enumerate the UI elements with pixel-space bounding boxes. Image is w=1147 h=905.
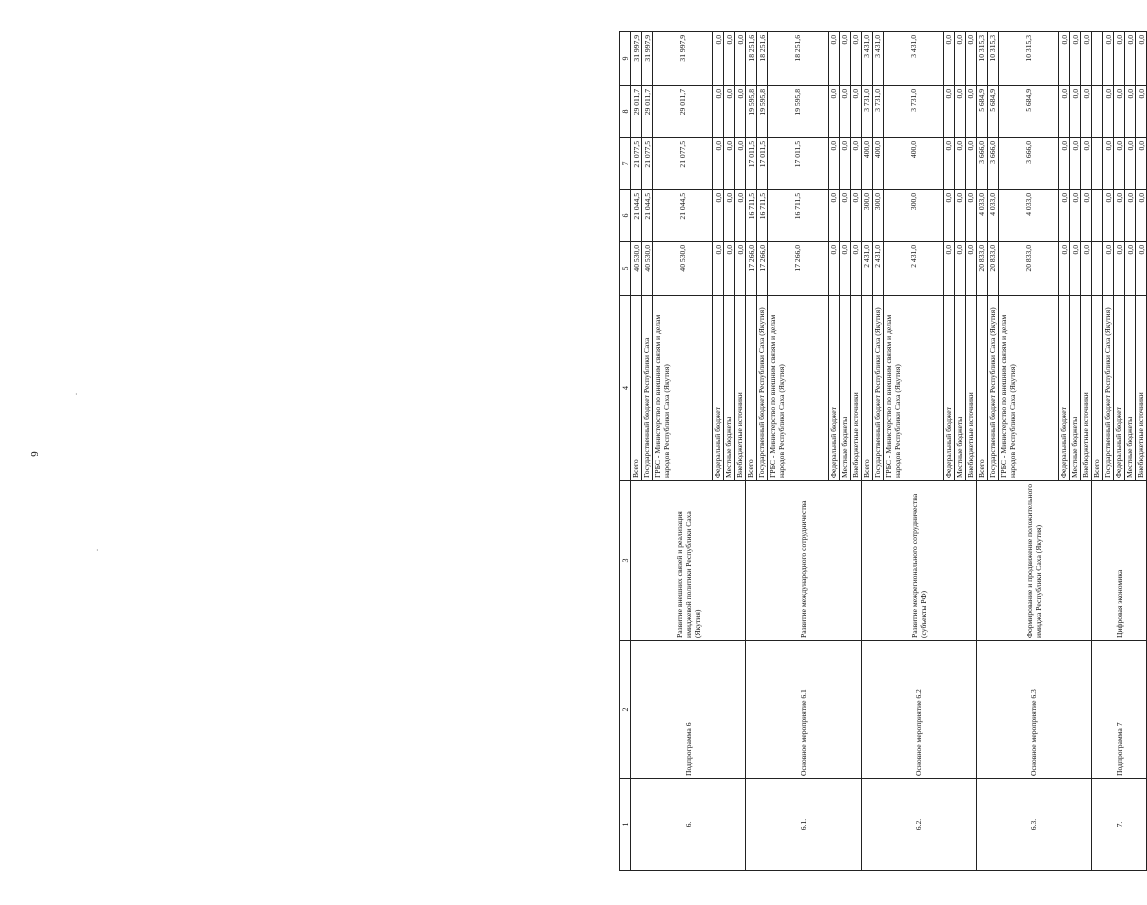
amount-cell: 3 431,0: [861, 32, 872, 86]
amount-cell: 21 077,5: [642, 138, 653, 190]
amount-cell: 0,0: [713, 190, 724, 242]
amount-cell: 4 033,0: [987, 190, 998, 242]
amount-cell: 4 033,0: [998, 190, 1058, 242]
table-row: [746, 32, 757, 871]
amount-cell: 19 595,8: [768, 86, 828, 138]
amount-cell: 0,0: [943, 86, 954, 138]
amount-cell: 0,0: [1103, 86, 1114, 138]
amount-cell: 21 044,5: [653, 190, 713, 242]
table-row: [1092, 32, 1103, 871]
item-number-cell: 6.1.: [746, 779, 861, 871]
amount-cell: 0,0: [1059, 242, 1070, 296]
funding-source-cell: Местные бюджеты: [724, 296, 735, 481]
amount-cell: 0,0: [1136, 190, 1147, 242]
amount-cell: 21 044,5: [642, 190, 653, 242]
amount-cell: 0,0: [1103, 138, 1114, 190]
page-number: 6: [27, 451, 40, 457]
amount-cell: 0,0: [839, 242, 850, 296]
amount-cell: [1092, 32, 1103, 86]
funding-source-cell: Федеральный бюджет: [828, 296, 839, 481]
amount-cell: 0,0: [839, 32, 850, 86]
amount-cell: 0,0: [724, 242, 735, 296]
item-description-cell: Развитие межрегионального сотрудничества (субъекты РФ): [861, 481, 976, 641]
amount-cell: 3 731,0: [883, 86, 943, 138]
header-cell: 3: [620, 481, 631, 641]
amount-cell: 0,0: [1103, 32, 1114, 86]
amount-cell: 0,0: [1059, 190, 1070, 242]
amount-cell: 0,0: [713, 242, 724, 296]
amount-cell: 0,0: [735, 242, 746, 296]
header-cell: 2: [620, 641, 631, 779]
amount-cell: 17 011,5: [746, 138, 757, 190]
amount-cell: 0,0: [828, 138, 839, 190]
item-description-cell: Формирование и продвижение положительного имиджа Республики Саха (Якутия): [976, 481, 1091, 641]
amount-cell: 0,0: [1114, 138, 1125, 190]
header-cell: 1: [620, 779, 631, 871]
amount-cell: 19 595,8: [746, 86, 757, 138]
funding-source-cell: Внебюджетные источники: [850, 296, 861, 481]
amount-cell: 300,0: [872, 190, 883, 242]
funding-source-cell: Местные бюджеты: [839, 296, 850, 481]
amount-cell: 0,0: [713, 86, 724, 138]
funding-source-cell: ГРБС - Министерство по внешним связям и делам народов Республики Саха (Якутия): [883, 296, 943, 481]
header-cell: 4: [620, 296, 631, 481]
funding-source-cell: Государственный бюджет Республики Саха (Якутия): [872, 296, 883, 481]
amount-cell: 300,0: [883, 190, 943, 242]
amount-cell: 29 011,7: [642, 86, 653, 138]
amount-cell: 0,0: [1125, 32, 1136, 86]
amount-cell: 2 431,0: [872, 242, 883, 296]
amount-cell: 0,0: [850, 86, 861, 138]
amount-cell: 0,0: [1081, 32, 1092, 86]
amount-cell: 0,0: [850, 190, 861, 242]
funding-source-cell: ГРБС - Министерство по внешним связям и делам народов Республики Саха (Якутия): [653, 296, 713, 481]
header-cell: 5: [620, 242, 631, 296]
amount-cell: 0,0: [735, 138, 746, 190]
amount-cell: 10 315,3: [998, 32, 1058, 86]
amount-cell: 19 595,8: [757, 86, 768, 138]
amount-cell: 10 315,3: [987, 32, 998, 86]
amount-cell: 4 033,0: [976, 190, 987, 242]
amount-cell: 5 684,9: [976, 86, 987, 138]
funding-source-cell: ГРБС - Министерство по внешним связям и делам народов Республики Саха (Якутия): [768, 296, 828, 481]
amount-cell: 0,0: [965, 242, 976, 296]
amount-cell: 0,0: [954, 242, 965, 296]
amount-cell: 0,0: [1070, 138, 1081, 190]
amount-cell: 29 011,7: [653, 86, 713, 138]
funding-source-cell: Всего: [631, 296, 642, 481]
amount-cell: 0,0: [1081, 138, 1092, 190]
amount-cell: 0,0: [1059, 86, 1070, 138]
item-name-cell: Подпрограмма 7: [1092, 641, 1147, 779]
amount-cell: 0,0: [839, 86, 850, 138]
amount-cell: 0,0: [965, 138, 976, 190]
amount-cell: 0,0: [954, 190, 965, 242]
funding-source-cell: Всего: [861, 296, 872, 481]
amount-cell: 0,0: [1114, 32, 1125, 86]
amount-cell: 0,0: [724, 190, 735, 242]
amount-cell: 0,0: [954, 86, 965, 138]
amount-cell: 0,0: [1103, 242, 1114, 296]
amount-cell: [1092, 138, 1103, 190]
amount-cell: [1092, 242, 1103, 296]
amount-cell: 0,0: [954, 138, 965, 190]
amount-cell: 0,0: [1125, 86, 1136, 138]
amount-cell: 0,0: [943, 190, 954, 242]
header-cell: 9: [620, 32, 631, 86]
amount-cell: 21 077,5: [631, 138, 642, 190]
funding-source-cell: Федеральный бюджет: [943, 296, 954, 481]
amount-cell: 17 266,0: [746, 242, 757, 296]
amount-cell: 3 666,0: [987, 138, 998, 190]
amount-cell: 18 251,6: [746, 32, 757, 86]
item-name-cell: Основное мероприятие 6.3: [976, 641, 1091, 779]
amount-cell: 0,0: [1114, 190, 1125, 242]
item-number-cell: 6.3.: [976, 779, 1091, 871]
amount-cell: [1092, 190, 1103, 242]
amount-cell: 18 251,6: [757, 32, 768, 86]
funding-source-cell: Федеральный бюджет: [1114, 296, 1125, 481]
amount-cell: 0,0: [828, 190, 839, 242]
amount-cell: 400,0: [861, 138, 872, 190]
amount-cell: 17 011,5: [768, 138, 828, 190]
rotated-table-container: [619, 32, 1147, 871]
header-cell: 6: [620, 190, 631, 242]
header-cell: 7: [620, 138, 631, 190]
amount-cell: 0,0: [943, 32, 954, 86]
amount-cell: 3 431,0: [883, 32, 943, 86]
amount-cell: 21 077,5: [653, 138, 713, 190]
amount-cell: 40 530,0: [631, 242, 642, 296]
table-row: [861, 32, 872, 871]
amount-cell: 0,0: [1125, 190, 1136, 242]
amount-cell: 40 530,0: [642, 242, 653, 296]
item-number-cell: 7.: [1092, 779, 1147, 871]
amount-cell: 31 997,9: [631, 32, 642, 86]
header-cell: 8: [620, 86, 631, 138]
amount-cell: 0,0: [1114, 86, 1125, 138]
amount-cell: 29 011,7: [631, 86, 642, 138]
amount-cell: 0,0: [713, 138, 724, 190]
amount-cell: 10 315,3: [976, 32, 987, 86]
amount-cell: 0,0: [850, 32, 861, 86]
funding-source-cell: Всего: [746, 296, 757, 481]
amount-cell: 3 731,0: [872, 86, 883, 138]
amount-cell: 3 431,0: [872, 32, 883, 86]
amount-cell: 16 711,5: [768, 190, 828, 242]
amount-cell: 0,0: [1059, 32, 1070, 86]
funding-source-cell: Внебюджетные источники: [1136, 296, 1147, 481]
funding-source-cell: Государственный бюджет Республики Саха (Якутия): [987, 296, 998, 481]
table-row: [976, 32, 987, 871]
item-description-cell: Цифровая экономика: [1092, 481, 1147, 641]
amount-cell: 0,0: [965, 32, 976, 86]
amount-cell: 0,0: [1070, 86, 1081, 138]
amount-cell: 2 431,0: [883, 242, 943, 296]
amount-cell: 0,0: [1081, 242, 1092, 296]
amount-cell: 20 833,0: [976, 242, 987, 296]
amount-cell: 0,0: [828, 86, 839, 138]
amount-cell: 0,0: [1136, 138, 1147, 190]
amount-cell: 0,0: [1136, 32, 1147, 86]
amount-cell: 21 044,5: [631, 190, 642, 242]
item-name-cell: Подпрограмма 6: [631, 641, 746, 779]
amount-cell: 20 833,0: [998, 242, 1058, 296]
funding-source-cell: Государственный бюджет Республики Саха: [642, 296, 653, 481]
item-description-cell: Развитие международного сотрудничества: [746, 481, 861, 641]
funding-source-cell: Внебюджетные источники: [735, 296, 746, 481]
amount-cell: 0,0: [1103, 190, 1114, 242]
scan-speck: ·: [75, 390, 78, 399]
amount-cell: 20 833,0: [987, 242, 998, 296]
amount-cell: 3 731,0: [861, 86, 872, 138]
amount-cell: 0,0: [943, 242, 954, 296]
amount-cell: 17 011,5: [757, 138, 768, 190]
amount-cell: 400,0: [872, 138, 883, 190]
amount-cell: 0,0: [1114, 242, 1125, 296]
amount-cell: 0,0: [1081, 190, 1092, 242]
amount-cell: 0,0: [828, 242, 839, 296]
amount-cell: 3 666,0: [998, 138, 1058, 190]
amount-cell: 0,0: [1070, 242, 1081, 296]
table-header-row: [620, 32, 631, 871]
amount-cell: 31 997,9: [653, 32, 713, 86]
amount-cell: 0,0: [735, 32, 746, 86]
funding-source-cell: Государственный бюджет Республики Саха (Якутия): [1103, 296, 1114, 481]
amount-cell: 31 997,9: [642, 32, 653, 86]
amount-cell: [1092, 86, 1103, 138]
item-number-cell: 6.: [631, 779, 746, 871]
budget-table: [619, 31, 1147, 871]
funding-source-cell: Внебюджетные источники: [965, 296, 976, 481]
funding-source-cell: Внебюджетные источники: [1081, 296, 1092, 481]
funding-source-cell: Всего: [976, 296, 987, 481]
amount-cell: 0,0: [735, 190, 746, 242]
funding-source-cell: Всего: [1092, 296, 1103, 481]
amount-cell: 0,0: [1136, 242, 1147, 296]
amount-cell: 300,0: [861, 190, 872, 242]
amount-cell: 5 684,9: [998, 86, 1058, 138]
amount-cell: 5 684,9: [987, 86, 998, 138]
amount-cell: 18 251,6: [768, 32, 828, 86]
amount-cell: 0,0: [1081, 86, 1092, 138]
amount-cell: 40 530,0: [653, 242, 713, 296]
funding-source-cell: Федеральный бюджет: [1059, 296, 1070, 481]
table-row: [631, 32, 642, 871]
amount-cell: 0,0: [713, 32, 724, 86]
funding-source-cell: Государственный бюджет Республики Саха (Якутия): [757, 296, 768, 481]
amount-cell: 16 711,5: [757, 190, 768, 242]
amount-cell: 0,0: [850, 138, 861, 190]
funding-source-cell: Местные бюджеты: [1070, 296, 1081, 481]
amount-cell: 0,0: [1125, 138, 1136, 190]
amount-cell: 0,0: [954, 32, 965, 86]
amount-cell: 0,0: [1059, 138, 1070, 190]
amount-cell: 0,0: [839, 138, 850, 190]
amount-cell: 0,0: [839, 190, 850, 242]
funding-source-cell: Федеральный бюджет: [713, 296, 724, 481]
amount-cell: 0,0: [724, 86, 735, 138]
amount-cell: 17 266,0: [768, 242, 828, 296]
item-name-cell: Основное мероприятие 6.1: [746, 641, 861, 779]
amount-cell: 0,0: [724, 32, 735, 86]
amount-cell: 0,0: [828, 32, 839, 86]
funding-source-cell: Местные бюджеты: [1125, 296, 1136, 481]
amount-cell: 0,0: [1070, 32, 1081, 86]
amount-cell: 0,0: [1125, 242, 1136, 296]
amount-cell: 0,0: [943, 138, 954, 190]
amount-cell: 3 666,0: [976, 138, 987, 190]
amount-cell: 0,0: [965, 86, 976, 138]
item-description-cell: Развитие внешних связей и реализация имиджевой политики Республики Саха (Якутия): [631, 481, 746, 641]
scan-speck: ·: [96, 546, 99, 555]
funding-source-cell: Местные бюджеты: [954, 296, 965, 481]
amount-cell: 0,0: [724, 138, 735, 190]
amount-cell: 17 266,0: [757, 242, 768, 296]
item-number-cell: 6.2.: [861, 779, 976, 871]
amount-cell: 0,0: [965, 190, 976, 242]
amount-cell: 2 431,0: [861, 242, 872, 296]
amount-cell: 0,0: [1070, 190, 1081, 242]
item-name-cell: Основное мероприятие 6.2: [861, 641, 976, 779]
amount-cell: 0,0: [735, 86, 746, 138]
funding-source-cell: ГРБС - Министерство по внешним связям и делам народов Республики Саха (Якутия): [998, 296, 1058, 481]
amount-cell: 16 711,5: [746, 190, 757, 242]
amount-cell: 0,0: [1136, 86, 1147, 138]
amount-cell: 400,0: [883, 138, 943, 190]
amount-cell: 0,0: [850, 242, 861, 296]
